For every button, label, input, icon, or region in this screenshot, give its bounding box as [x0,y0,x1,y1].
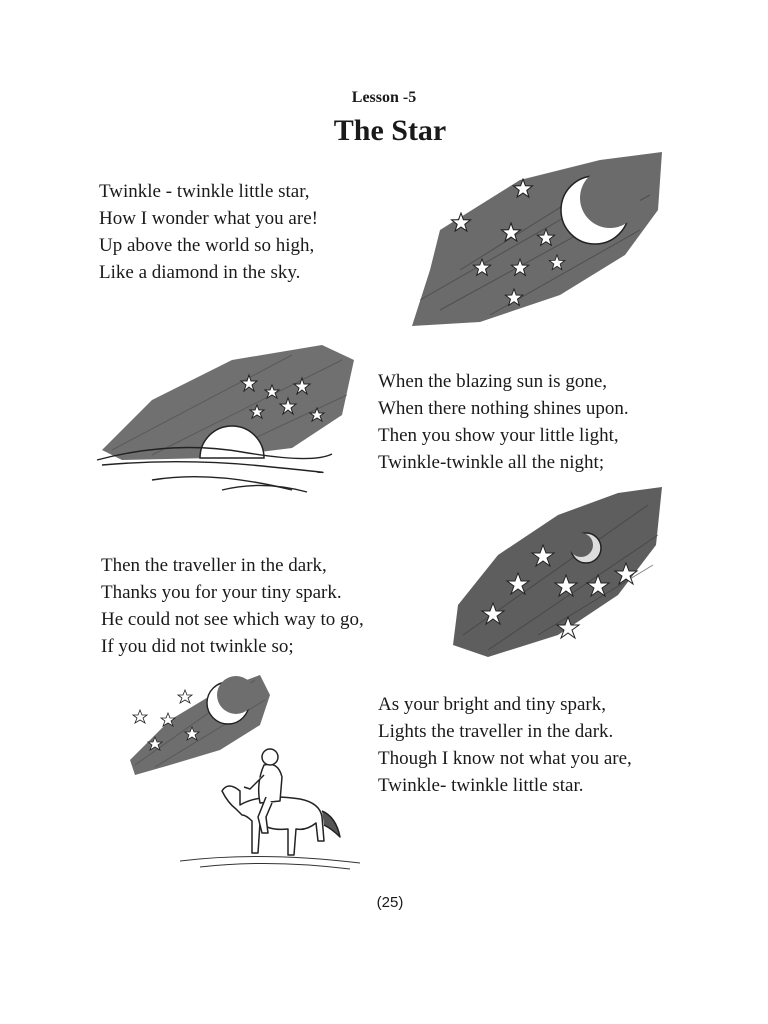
lesson-label: Lesson -5 [351,89,417,106]
poem-line: Then you show your little light, [378,425,619,446]
poem-line: Up above the world so high, [99,235,315,256]
poem-line: Though I know not what you are, [378,748,632,769]
poem-line: He could not see which way to go, [101,609,364,630]
stanza-1 [99,178,318,286]
stanza-3 [101,552,364,660]
poem-line: When there nothing shines upon. [378,398,629,419]
poem-line: Thanks you for your tiny spark. [101,582,342,603]
poem-line: Lights the traveller in the dark. [378,721,614,742]
poem-line: When the blazing sun is gone, [378,371,608,392]
poem-line: How I wonder what you are! [99,208,318,229]
setting-sun-illustration [92,340,360,500]
stanza-4 [378,691,632,799]
poem-line: As your bright and tiny spark, [378,694,606,715]
poem-line: Twinkle- twinkle little star. [378,775,584,796]
poem-line: If you did not twinkle so; [101,636,294,657]
night-sky-crescent-moon-illustration [400,150,670,330]
poem-line: Then the traveller in the dark, [101,555,327,576]
poem-line: Twinkle-twinkle all the night; [378,452,605,473]
night-sky-moon-illustration [448,485,670,660]
poem-line: Twinkle - twinkle little star, [99,181,310,202]
stanza-2 [378,368,629,476]
traveller-on-horse-illustration [110,665,370,875]
page-number: (25) [376,894,404,911]
poem-line: Like a diamond in the sky. [99,262,301,283]
ground [180,856,360,869]
page-title: The Star [333,114,447,147]
horse-and-rider [222,749,340,855]
